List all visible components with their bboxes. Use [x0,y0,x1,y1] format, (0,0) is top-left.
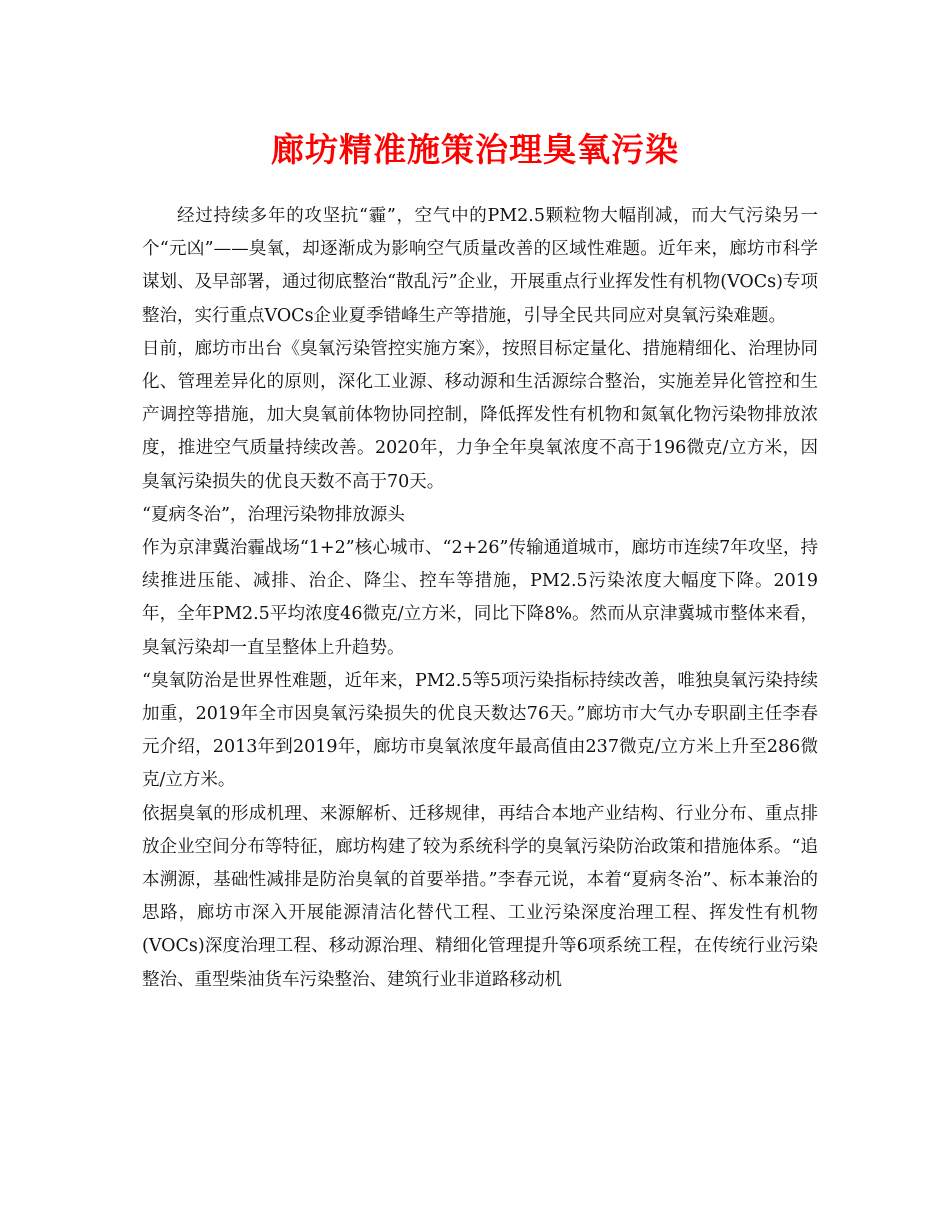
paragraph-measures: 依据臭氧的形成机理、来源解析、迁移规律，再结合本地产业结构、行业分布、重点排放企业空间分布等特征，廊坊构建了较为系统科学的臭氧污染防治政策和措施体系。“追本溯源，基础性减排是防治臭氧的首要举措。”李春元说，本着“夏病冬治”、标本兼治的思路，廊坊市深入开展能源清洁化替代工程、工业污染深度治理工程、挥发性有机物(VOCs)深度治理工程、移动源治理、精细化管理提升等6项系统工程，在传统行业污染整治、重型柴油货车污染整治、建筑行业非道路移动机 [142,803,818,990]
paragraph-background: 作为京津冀治霾战场“1+2”核心城市、“2+26”传输通道城市，廊坊市连续7年攻坚，持续推进压能、减排、治企、降尘、控车等措施，PM2.5污染浓度大幅度下降。2019年，全年PM2.5平均浓度46微克/立方米，同比下降8%。然而从京津冀城市整体来看，臭氧污染却一直呈整体上升趋势。 [142,538,818,658]
paragraph-quote: “臭氧防治是世界性难题，近年来，PM2.5等5项污染指标持续改善，唯独臭氧污染持续加重，2019年全市因臭氧污染损失的优良天数达76天。”廊坊市大气办专职副主任李春元介绍，2013年到2019年，廊坊市臭氧浓度年最高值由237微克/立方米上升至286微克/立方米。 [142,670,818,791]
paragraph-plan: 日前，廊坊市出台《臭氧污染管控实施方案》，按照目标定量化、措施精细化、治理协同化、管理差异化的原则，深化工业源、移动源和生活源综合整治，实施差异化管控和生产调控等措施，加大臭氧前体物协同控制，降低挥发性有机物和氮氧化物污染物排放浓度，推进空气质量持续改善。2020年，力争全年臭氧浓度不高于196微克/立方米，因臭氧污染损失的优良天数不高于70天。 [142,338,818,492]
document-body [142,200,818,997]
paragraph-intro: 经过持续多年的攻坚抗“霾”，空气中的PM2.5颗粒物大幅削减，而大气污染另一个“元凶”——臭氧，却逐渐成为影响空气质量改善的区域性难题。近年来，廊坊市科学谋划、及早部署，通过彻底整治“散乱污”企业，开展重点行业挥发性有机物(VOCs)专项整治，实行重点VOCs企业夏季错峰生产等措施，引导全民共同应对臭氧污染难题。 [142,206,818,326]
section-heading: “夏病冬治”，治理污染物排放源头 [142,504,405,525]
document-title: 廊坊精准施策治理臭氧污染 [271,130,679,169]
